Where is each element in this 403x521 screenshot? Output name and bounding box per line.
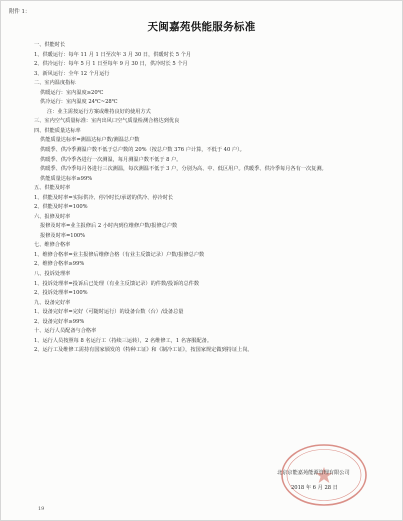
body-line: 供暖运行：室内温度≥20℃ [40, 89, 104, 96]
section-line: 2、供冷运行：每年 5 月 1 日至每年 9 月 30 日，供冷时长 5 个月 [34, 61, 188, 68]
section-line: 1、运行人员按照每 8 名运行工（持续三运转），2 名维修工，1 名客服配备。 [34, 337, 213, 344]
document-body [34, 42, 384, 357]
section-line: 2、运行工及维修工需持有国家颁发的《特种工证》和《制冷工证》，按国家规定做到持证上岗。 [34, 347, 253, 354]
section-line: 九、设备完好率 [34, 299, 71, 306]
document-title: 天闽嘉苑供能服务标准 [147, 21, 256, 33]
body-line: 注：业主需按运行方案或维持良好的使用方式 [47, 108, 151, 115]
footer-date: 2018 年 6 月 28 日 [291, 485, 338, 491]
attachment-label: 附件 1： [9, 9, 31, 15]
section-line: 八、投诉处理率 [34, 270, 71, 277]
footer-organization: 北京京能嘉苑能源管理有限公司 [277, 470, 350, 476]
body-line: 供暖季、供冷季每月各进行三次测温，每次测温不低于 3 户，分别为高、中、低区用户。供暖季、供冷季每月各有一次复测。 [40, 166, 327, 173]
section-line: 七、维修合格率 [34, 242, 71, 249]
section-line: 四、供能质量达标率 [34, 127, 81, 134]
section-line: 十、运行人员配备与合格率 [34, 328, 97, 335]
section-line: 一、供能时长 [34, 42, 66, 48]
body-line: 供能质量达标率=测温达标户数/测温总户数 [40, 137, 140, 144]
section-line: 3、新风运行：全年 12 个月运行 [34, 70, 110, 77]
section-line: 五、供能及时率 [34, 185, 71, 192]
section-line: 六、报修及时率 [34, 213, 71, 220]
body-line: 供冷运行：室内温度 24℃~28℃ [40, 99, 118, 106]
page-number: 19 [38, 506, 45, 512]
body-line: 供暖季、供冷季各进行一次测温，每月测温户数不低于 8 户。 [40, 156, 182, 163]
body-line: 供能质量达标率≥99% [40, 175, 93, 182]
section-line: 二、室内温度指标 [34, 80, 76, 87]
section-line: 2、设备完好率≥99% [34, 318, 85, 325]
section-line: 1、设备完好率=完好（可随时运行）的设备台数（台）/设备总量 [34, 309, 184, 316]
section-line: 1、供能及时率=实际供冷、停冷时长/承诺的供冷、停冷时长 [34, 194, 174, 201]
body-line: 报修及时率=业主报修后 2 小时内到位维修户数/报修总户数 [40, 223, 178, 230]
body-line: 报修及时率=100% [40, 232, 86, 239]
section-line: 2、投诉处理率=100% [34, 290, 88, 297]
section-line: 三、室内空气质量标准：室内出风口空气质量检测合格达到优良 [34, 118, 180, 125]
body-line: 供暖季、供冷季测温户数不低于总户数的 20%（按总户数 376 户计算，不低于 40 户）。 [40, 147, 245, 154]
section-line: 1、投诉处理率=投诉后已处理（有业主反馈记录）的件数/投诉的总件数 [34, 280, 200, 287]
section-line: 1、供暖运行：每年 11 月 1 日至次年 3 月 30 日，供暖时长 5 个月 [34, 51, 192, 58]
section-line: 2、维修合格率≥99% [34, 261, 85, 268]
section-line: 1、维修合格率=业主报修后维修合格（有业主反馈记录）户数/报修总户数 [34, 251, 205, 258]
section-line: 2、供能及时率=100% [34, 204, 88, 211]
